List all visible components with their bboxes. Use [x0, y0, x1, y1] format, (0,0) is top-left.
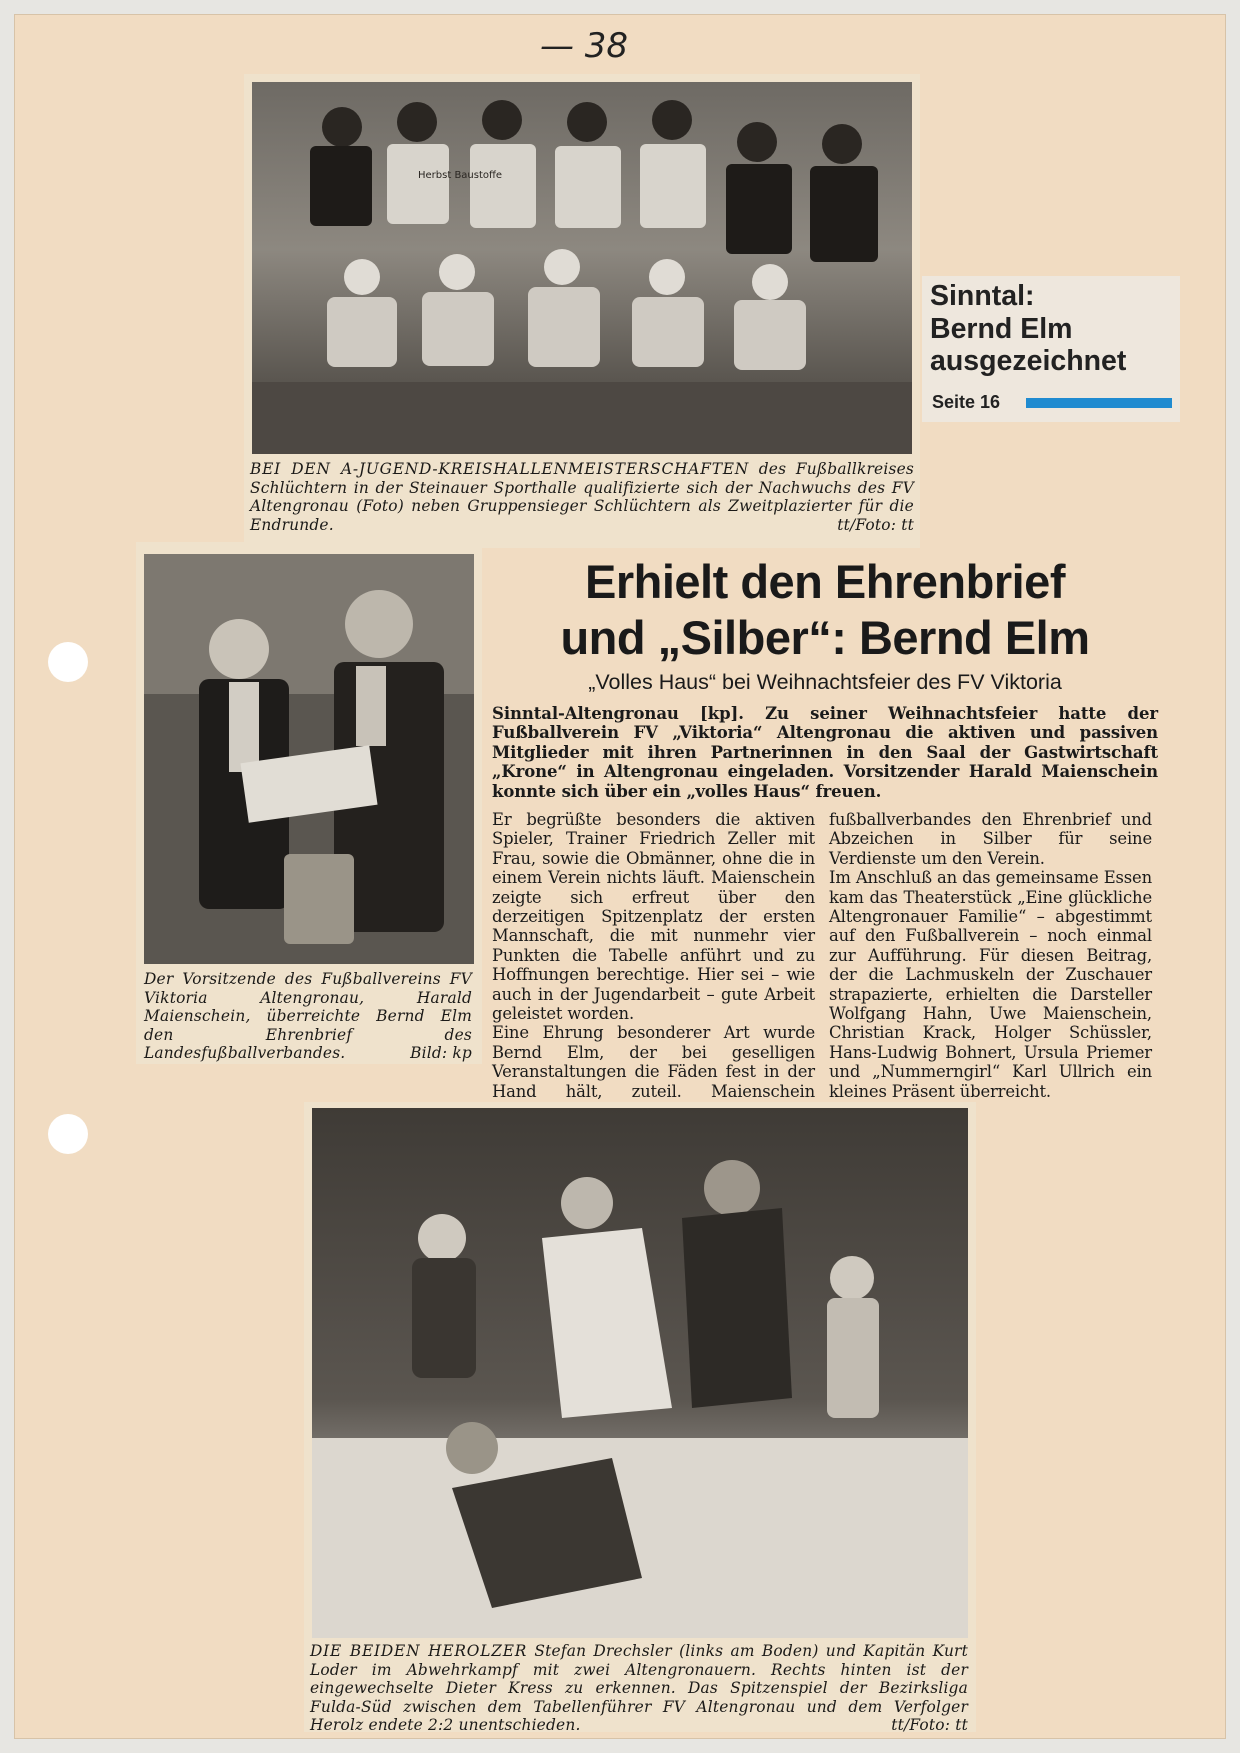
- award-photo-caption: [144, 970, 472, 1063]
- team-photo-caption: [250, 460, 914, 534]
- article-lead: Sinntal-Altengronau [kp]. Zu seiner Weihnachtsfeier hatte der Fußballverein FV „Viktoria“ Altengronau die aktiven und passiven Mitglieder mit ihren Partnerinnen in den Saal der Gastwirtschaft „Krone“ in Altengronau eingeladen. Vorsitzender Harald Maienschein konnte sich über ein „volles Haus“ freuen.: [492, 704, 1158, 801]
- teaser-line-2: Bernd Elm: [930, 312, 1073, 345]
- column1-paragraph: Er begrüßte besonders die aktiven Spieler, Trainer Friedrich Zeller mit Frau, sowie die Obmänner, ohne die in einem Verein nichts läuft. Maienschein zeigte sich erfreut über den derzeitigen Spitzenplatz der ersten Mannschaft, die mit nunmehr vier Punkten die Tabelle anführt und zu Hoffnungen berechtige. Hier sei – wie auch in der Jugendarbeit – gute Arbeit geleistet worden.: [492, 810, 815, 1024]
- clipping-team-photo: [244, 74, 920, 548]
- article-column-1: [492, 810, 815, 1140]
- teaser-line-1: Sinntal:: [930, 280, 1035, 312]
- match-caption-text: Stefan Drechsler (links am Boden) und Kapitän Kurt Loder im Abwehrkampf mit zwei Altengronauern. Rechts hinten ist der eingewechselte Dieter Kress zu erkennen. Das Spitzenspiel der Bezirksliga Fulda-Süd zwischen dem Tabellenführer FV Altengronau und dem Verfolger Herolz endete 2:2 unentschieden.: [310, 1642, 968, 1734]
- award-photo: [144, 554, 474, 964]
- scrapbook-page: [14, 14, 1226, 1739]
- teaser-line-3: ausgezeichnet: [930, 345, 1127, 377]
- svg-text:Herbst Baustoffe: Herbst Baustoffe: [418, 170, 503, 181]
- punch-hole-top: [48, 642, 88, 682]
- teaser-box: [922, 276, 1180, 422]
- article-column-2: [829, 810, 1152, 1101]
- match-photo-caption: [310, 1642, 968, 1735]
- award-photo-image: [144, 554, 474, 964]
- team-photo-image: [252, 82, 912, 454]
- column1-paragraph: Eine Ehrung besonderer Art wurde Bernd Elm, der bei geselligen Veranstaltungen die Fäden fest in der Hand hält, zuteil. Maienschein: [492, 1023, 815, 1101]
- page-number: — 38: [539, 26, 629, 66]
- clipping-award-photo: [136, 542, 482, 1064]
- article-headline: [492, 554, 1158, 666]
- article-subheadline: „Volles Haus“ bei Weihnachtsfeier des FV Viktoria: [588, 670, 1062, 694]
- headline-line-1: Erhielt den Ehrenbrief: [585, 555, 1065, 608]
- teaser-headline: [930, 280, 1126, 378]
- match-photo-image: [312, 1108, 968, 1638]
- match-photo: [312, 1108, 968, 1638]
- team-photo: [252, 82, 912, 454]
- column2-paragraph: fußballverbandes den Ehrenbrief und Abzeichen in Silber für seine Verdienste um den Verein.: [829, 810, 1152, 868]
- team-caption-lead: BEI DEN A-JUGEND-KREISHALLENMEISTERSCHAFTEN: [250, 460, 750, 478]
- headline-line-2: und „Silber“: Bernd Elm: [560, 611, 1090, 664]
- match-photo-credit: tt/Foto: tt: [891, 1716, 968, 1734]
- match-caption-lead: DIE BEIDEN HEROLZER: [310, 1642, 528, 1660]
- teaser-color-bar: [1026, 398, 1172, 408]
- column2-paragraph: Im Anschluß an das gemeinsame Essen kam das Theaterstück „Eine glückliche Altengronauer Familie“ – abgestimmt auf den Fußballverein – noch einmal zur Aufführung. Für diesen Beitrag, der die Lachmuskeln der Zuschauer strapazierte, erhielten die Darsteller Wolfgang Hahn, Uwe Maienschein, Christian Krack, Holger Schüssler, Hans-Ludwig Bohnert, Ursula Priemer und „Nummerngirl“ Karl Ullrich ein kleines Präsent überreicht.: [829, 868, 1152, 1101]
- teaser-page-ref: Seite 16: [932, 392, 1001, 412]
- clipping-match-photo: [304, 1102, 976, 1732]
- team-photo-credit: tt/Foto: tt: [837, 515, 914, 534]
- team-caption-text: des Fußballkreises Schlüchtern in der Steinauer Sporthalle qualifizierte sich der Nachwuchs des FV Altengronau (Foto) neben Gruppensieger Schlüchtern als Zweitplazierter für die Endrunde.: [250, 460, 914, 534]
- punch-hole-bottom: [48, 1114, 88, 1154]
- award-photo-credit: Bild: kp: [410, 1044, 472, 1062]
- award-caption-text: Der Vorsitzende des Fußballvereins FV Viktoria Altengronau, Harald Maienschein, überreichte Bernd Elm den Ehrenbrief des Landesfußballverbandes.: [144, 970, 472, 1062]
